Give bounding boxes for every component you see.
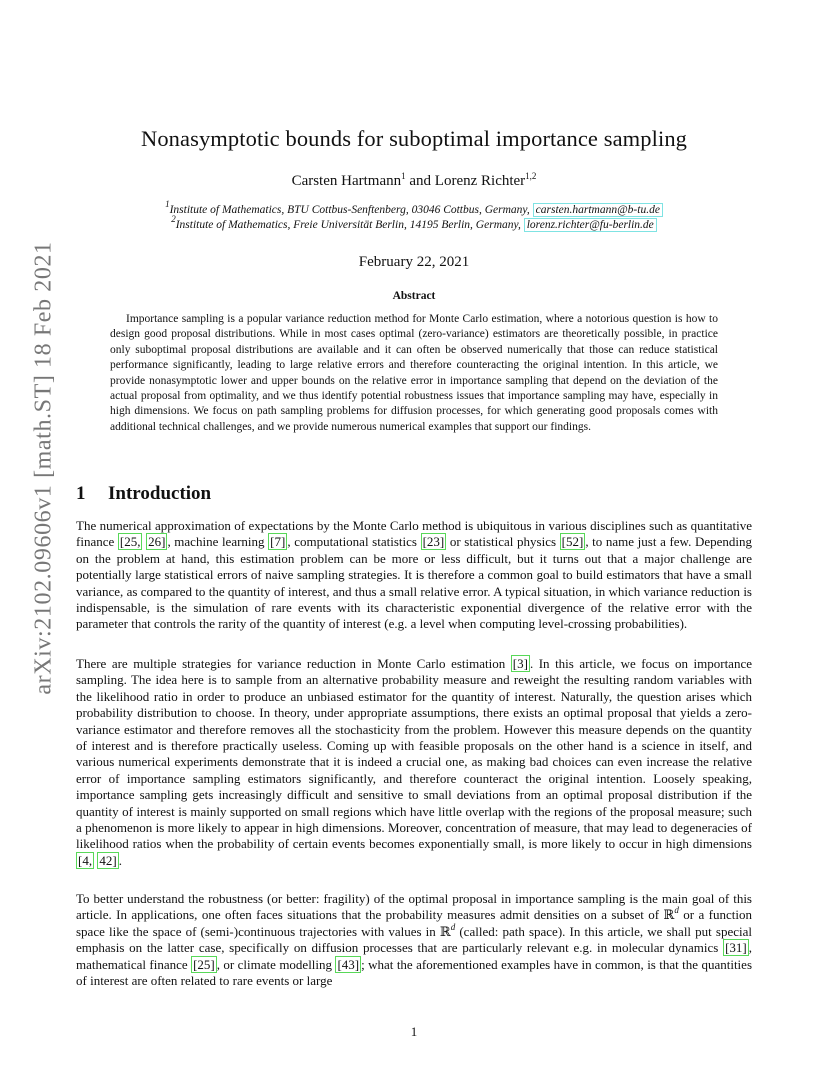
affiliation-2 xyxy=(0,214,828,231)
affiliation-text: Institute of Mathematics, Freie Universität Berlin, 14195 Berlin, Germany, xyxy=(175,219,524,231)
paragraph-text: The numerical approximation of expectations by the Monte Carlo method is ubiquitous in various disciplines such as quantitative finance xyxy=(76,518,752,550)
email-link[interactable]: lorenz.richter@fu-berlin.de xyxy=(524,218,657,232)
citation-link[interactable]: 42] xyxy=(99,852,117,868)
paragraph-text: (called: path space). In this article, we shall put special emphasis on the latter case, specifically on diffusion processes that are particularly relevant e.g. in molecular dynamics xyxy=(76,923,752,956)
citation-link[interactable]: [4, xyxy=(78,852,93,868)
citation-link[interactable]: [52] xyxy=(561,534,584,550)
affiliation-mark: 2 xyxy=(171,214,176,224)
citation-link[interactable]: [7] xyxy=(270,534,286,550)
body-paragraph xyxy=(76,656,752,869)
author-name: Lorenz Richter xyxy=(434,173,526,189)
citation-link[interactable]: [3] xyxy=(512,656,528,671)
abstract-text: Importance sampling is a popular variance reduction method for Monte Carlo estimation, where a notorious question is how to design good proposal distributions. While in most cases optimal (zero-variance) estimators are theoretically possible, in practice only suboptimal proposal distributions are available and it can often be observed numerically that those can reduce statistical performance significantly, leading to large relative errors and therefore counteracting the original intention. In this article, we provide nonasymptotic lower and upper bounds on the relative error in importance sampling that depend on the deviation of the actual proposal from optimality, and we thus identify potential robustness issues that importance sampling may have, especially in high dimensions. We focus on path sampling problems for diffusion processes, for which generating good proposals comes with additional technical challenges, and we provide numerous numerical examples that support our findings. xyxy=(110,313,718,433)
citation-link[interactable]: [23] xyxy=(422,534,445,550)
citation-link[interactable]: [25, xyxy=(119,534,141,550)
paper-title: Nonasymptotic bounds for suboptimal importance sampling xyxy=(140,126,688,151)
author-affiliation-mark: 1,2 xyxy=(525,171,537,181)
section-number: 1 xyxy=(76,483,86,504)
math-superscript: d xyxy=(450,921,456,932)
affiliation-mark: 1 xyxy=(165,199,170,209)
paragraph-text: , mathematical finance xyxy=(76,940,752,972)
citation-link[interactable]: [43] xyxy=(337,956,360,972)
math-symbol: ℝ xyxy=(439,923,451,939)
arxiv-sidebar xyxy=(24,241,64,695)
citation-link[interactable]: [25] xyxy=(193,956,215,972)
abstract-heading: Abstract xyxy=(392,290,436,302)
section-heading xyxy=(76,483,211,505)
paragraph-text: or a function space like the space of (semi-)continuous trajectories with values in xyxy=(76,907,753,939)
math-symbol: ℝ xyxy=(663,907,675,923)
paragraph-text: , machine learning xyxy=(167,534,269,550)
paragraph-text: . xyxy=(118,852,122,868)
page-number: 1 xyxy=(410,1024,418,1039)
paragraph-text: , computational statistics xyxy=(287,534,421,550)
affiliation-1 xyxy=(0,199,828,216)
math-superscript: d xyxy=(674,905,679,916)
paragraph-text: There are multiple strategies for variance reduction in Monte Carlo estimation xyxy=(76,656,511,671)
publication-date: February 22, 2021 xyxy=(358,254,470,270)
citation-link[interactable]: [31] xyxy=(725,940,747,956)
paragraph-text: ; what the aforementioned examples have in common, is that the quantities of interest are often related to rare events or large xyxy=(76,956,753,989)
citation-link[interactable]: 26] xyxy=(148,534,166,550)
author-name: Carsten Hartmann xyxy=(291,173,402,189)
section-title: Introduction xyxy=(108,483,212,504)
paragraph-text: . In this article, we focus on importance sampling. The idea here is to sample from an alternative probability measure and reweight the resulting random variables with the likelihood ratio in order to produce an unbiased estimator for the quantity of interest. Naturally, the question arises which probability distribution to choose. In theory, under appropriate assumptions, there exists an optimal proposal that yields a zero-variance estimator and therefore removes all the stochasticity from the problem. However this measure depends on the quantity of interest and is therefore practically useless. Coming up with feasible proposals on the other hand is a science in itself, and various numerical experiments demonstrate that it is indeed a crucial one, as making bad choices can even increase the relative error of importance sampling estimators significantly, and therefore counteract the original intention. Loosely speaking, importance sampling gets increasingly difficult and sensitive to small deviations from an optimal proposal distribution if the quantity of interest is mainly supported on small regions which have little overlap with the regions of the proposal measure; such a phenomenon is more likely to appear in high dimensions. Moreover, concentration of measure, that may lead to degeneracies of likelihood ratios when the probability of certain events becomes exponentially small, is more likely to occur in high dimensions xyxy=(76,656,752,852)
body-paragraph xyxy=(76,518,752,633)
body-paragraph xyxy=(76,891,752,989)
author-conjunction: and xyxy=(405,173,435,189)
author-affiliation-mark: 1 xyxy=(401,171,406,181)
paragraph-text: To better understand the robustness (or better: fragility) of the optimal proposal in importance sampling is the main goal of this article. In applications, one often faces situations that the probability measures admit densities on a subset of xyxy=(76,891,752,923)
affiliation-text: Institute of Mathematics, BTU Cottbus-Senftenberg, 03046 Cottbus, Germany, xyxy=(169,204,533,216)
email-link[interactable]: carsten.hartmann@b-tu.de xyxy=(533,203,663,217)
paragraph-text: , or climate modelling xyxy=(216,956,336,972)
paragraph-text: , to name just a few. Depending on the problem at hand, this estimation problem can be more or less difficult, but it turns out that a major challenge are potentially large statistical errors of naive sampling strategies. It is therefore a common goal to build estimators that have a small variance, as compared to the quantity of interest, and thus a small relative error. A typical situation, in which variance reduction is indispensable, is the simulation of rare events with its characteristic exponential divergence of the relative error with the parameter that controls the rarity of the quantity of interest (e.g. a level when computing level-crossing probabilities). xyxy=(76,534,752,632)
arxiv-identifier: arXiv:2102.09606v1 [math.ST] 18 Feb 2021 xyxy=(30,241,57,695)
author-line xyxy=(0,173,828,190)
paragraph-text: or statistical physics xyxy=(446,534,560,550)
